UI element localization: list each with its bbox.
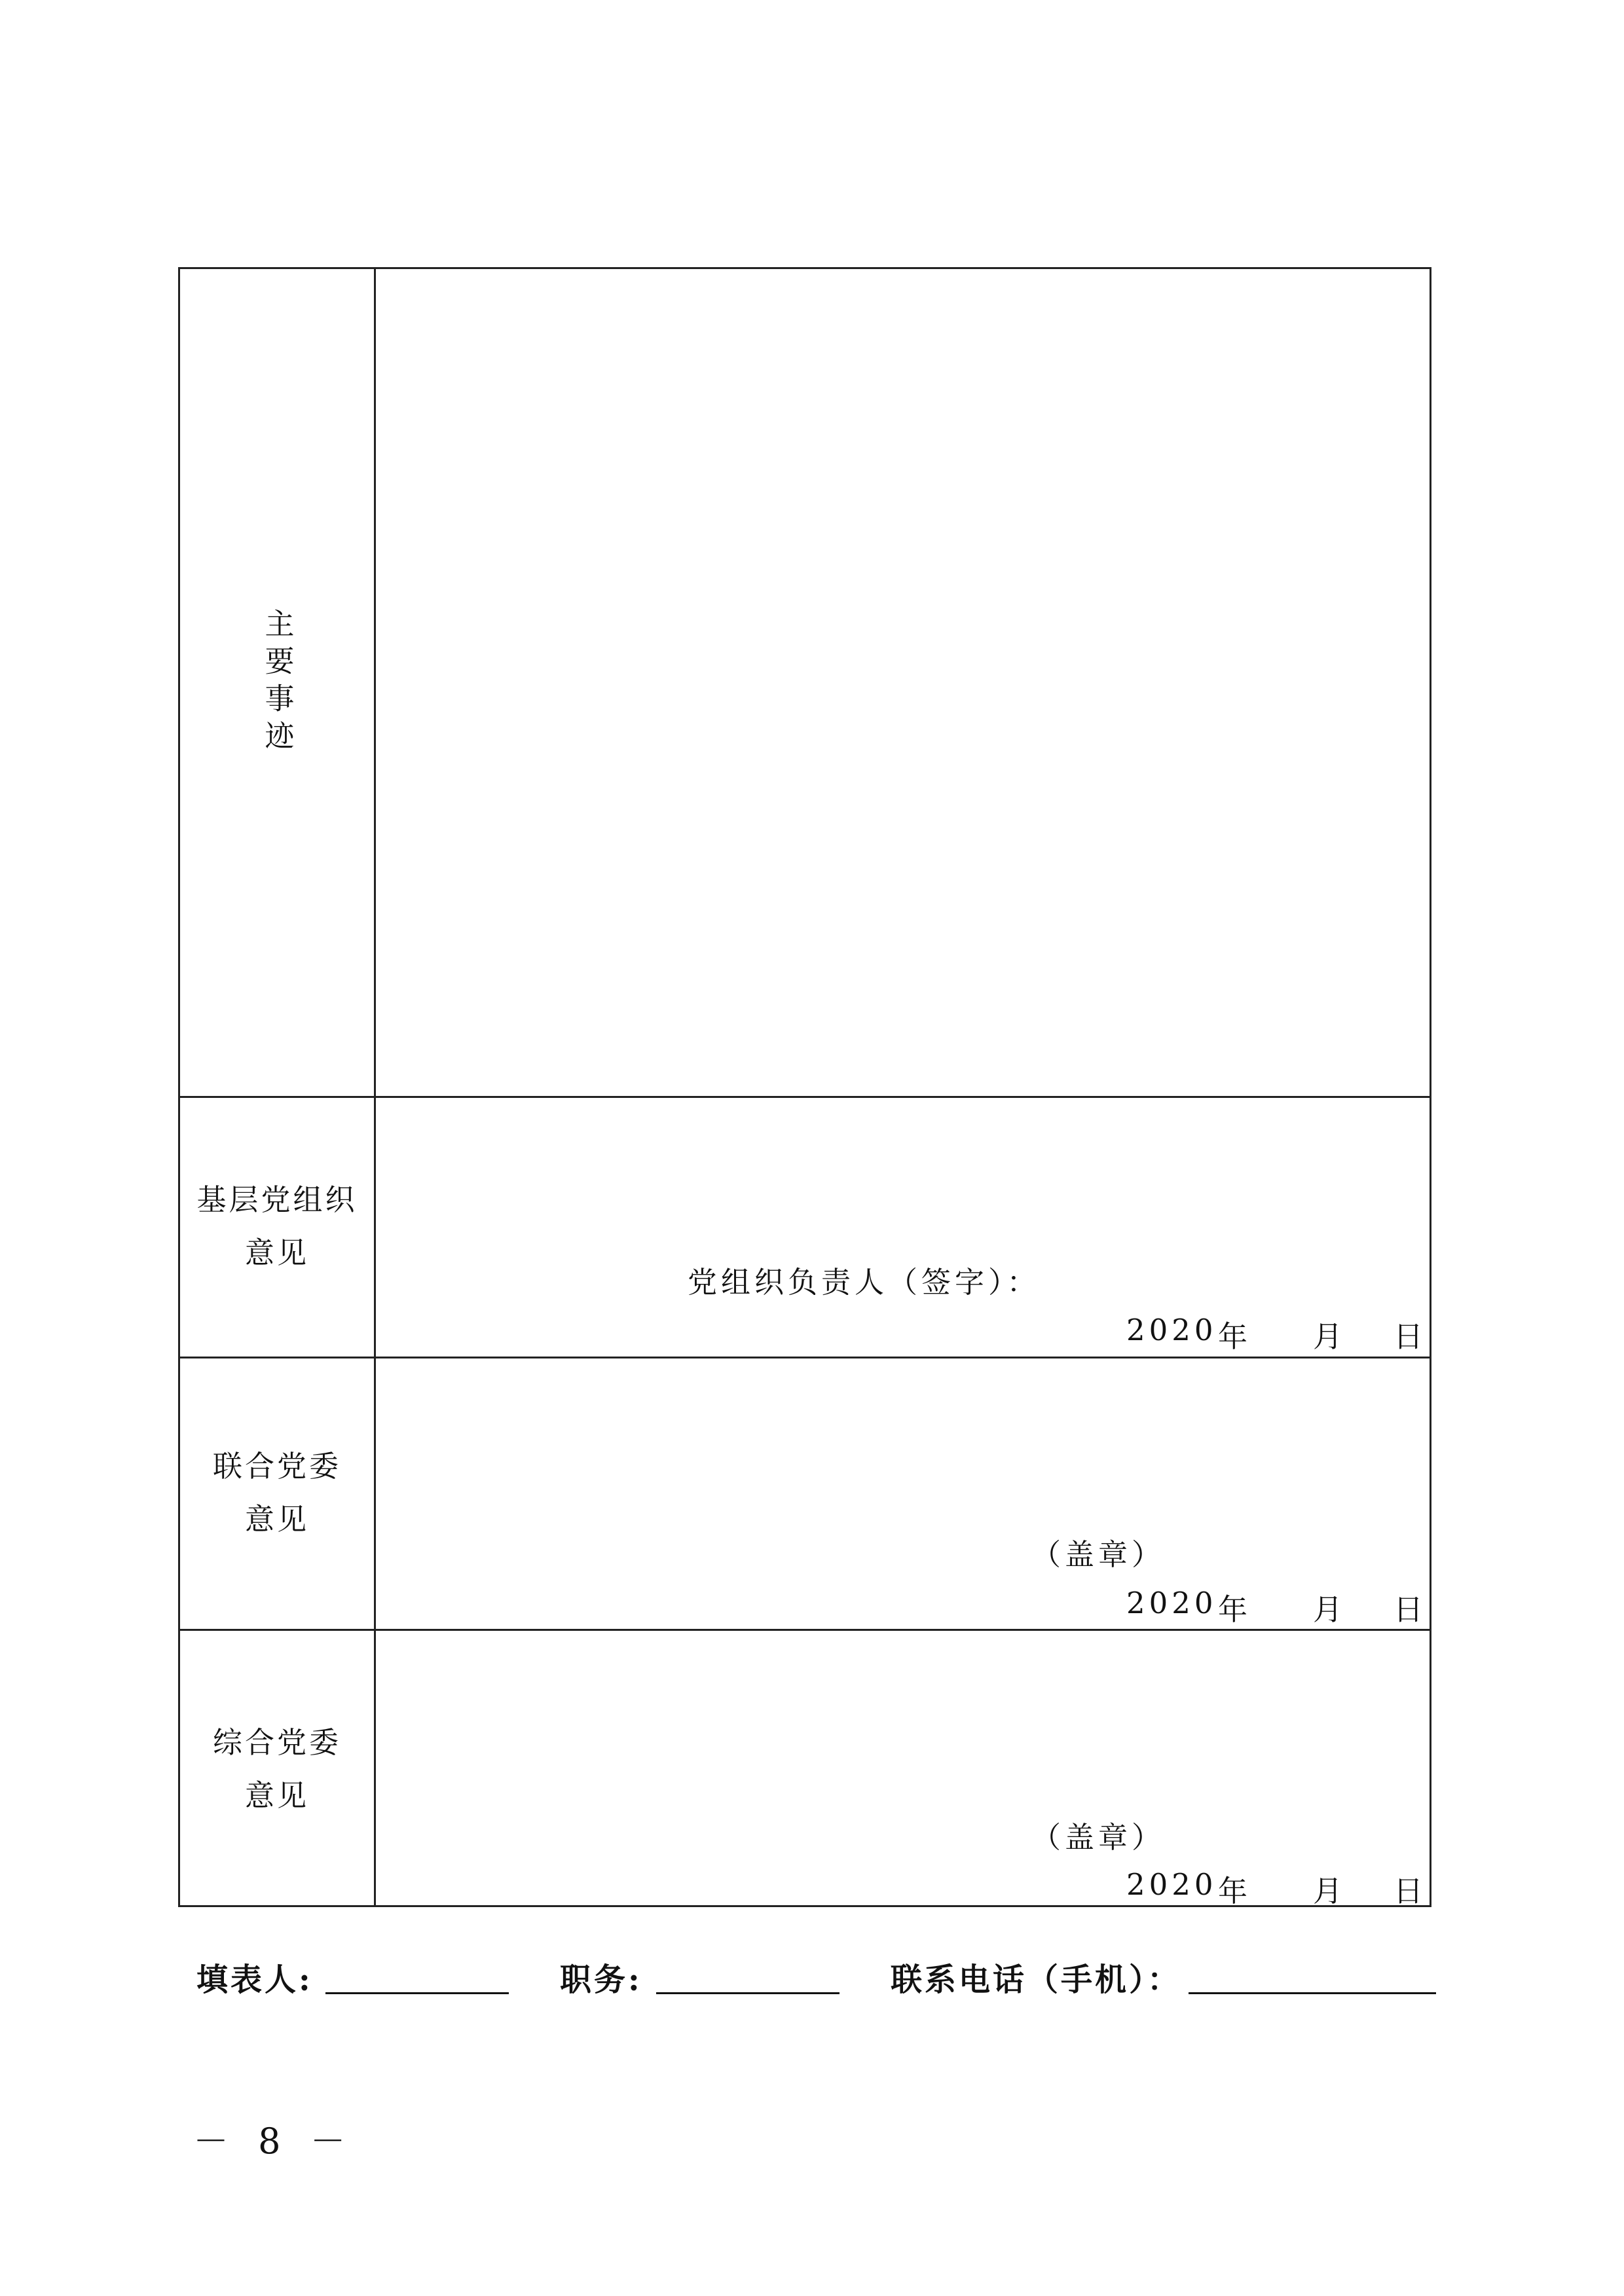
main-deeds-content-cell[interactable] — [376, 269, 1430, 1096]
recommendation-form-table — [178, 267, 1431, 1907]
general-committee-seal-label: （盖章） — [1031, 1820, 1166, 1855]
general-committee-opinion-content-cell[interactable] — [376, 1629, 1430, 1909]
party-leader-signature-label: 党组织负责人（签字）： — [688, 1265, 1041, 1300]
grassroots-label-line1: 基层党组织 — [196, 1182, 358, 1217]
grassroots-opinion-content-cell[interactable] — [376, 1096, 1430, 1357]
date-month-char: 月 — [1313, 1874, 1347, 1908]
phone-label: 联系电话（手机）： — [891, 1961, 1182, 1998]
joint-committee-opinion-content-cell[interactable] — [376, 1357, 1430, 1629]
date-year-char: 年 — [1218, 1874, 1252, 1908]
date-year: 2020 — [1126, 1867, 1217, 1902]
position-label: 职务: — [560, 1961, 642, 1998]
joint-committee-label-line1: 联合党委 — [212, 1449, 341, 1484]
filler-field[interactable] — [325, 1992, 509, 1994]
page-number: － 8 － — [193, 2121, 355, 2162]
grassroots-label-line2: 意见 — [244, 1235, 309, 1270]
date-month-char: 月 — [1313, 1319, 1347, 1354]
date-day-char: 日 — [1393, 1592, 1428, 1627]
grassroots-party-opinion-label — [180, 1096, 374, 1357]
filler-label: 填表人: — [196, 1961, 313, 1998]
general-committee-label-line1: 综合党委 — [212, 1725, 341, 1760]
date-year-char: 年 — [1218, 1319, 1252, 1354]
joint-party-committee-opinion-label — [180, 1357, 374, 1629]
general-party-committee-opinion-label — [180, 1629, 374, 1909]
date-year: 2020 — [1126, 1586, 1217, 1620]
date-month-char: 月 — [1313, 1592, 1347, 1627]
main-deeds-label — [180, 269, 374, 1096]
general-committee-label-line2: 意见 — [244, 1778, 309, 1813]
date-day-char: 日 — [1393, 1319, 1428, 1354]
joint-committee-seal-label: （盖章） — [1031, 1537, 1166, 1572]
date-year-char: 年 — [1218, 1592, 1252, 1627]
phone-field[interactable] — [1189, 1992, 1436, 1994]
position-field[interactable] — [656, 1992, 840, 1994]
date-day-char: 日 — [1393, 1874, 1428, 1908]
main-deeds-label-text: 主要事迹 — [259, 608, 295, 757]
joint-committee-label-line2: 意见 — [244, 1502, 309, 1537]
form-footer — [196, 1954, 1441, 2000]
date-year: 2020 — [1126, 1313, 1217, 1347]
